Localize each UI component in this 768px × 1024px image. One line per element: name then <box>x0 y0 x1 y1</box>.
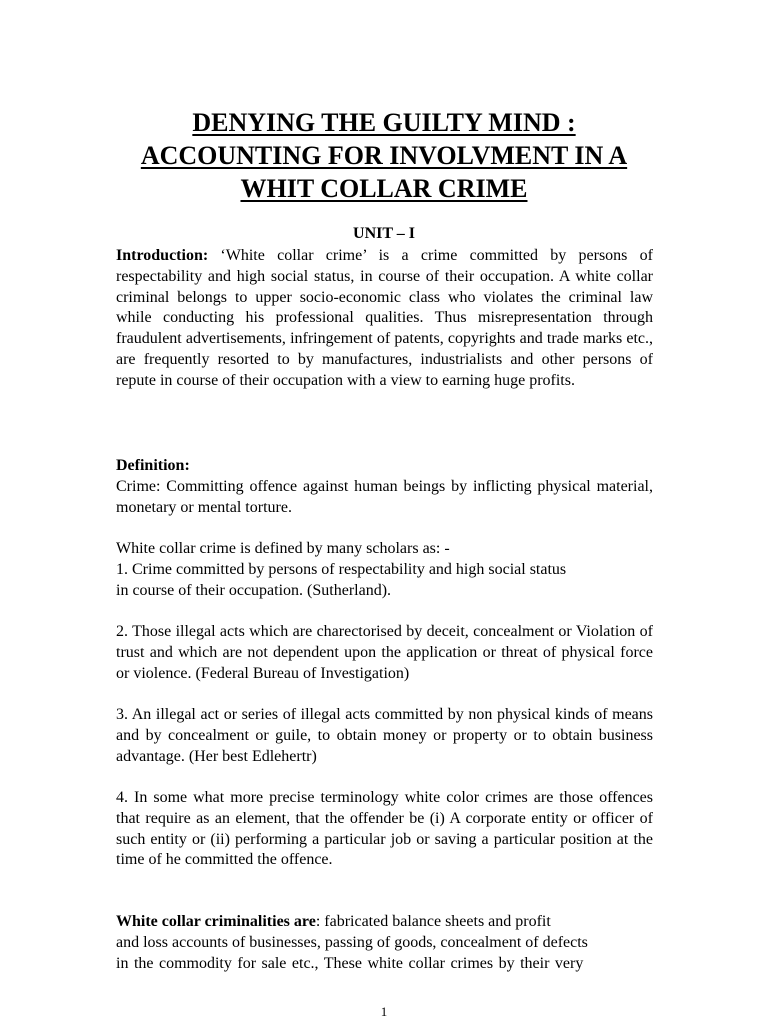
criminalities-paragraph <box>116 912 653 974</box>
definition-4: 4. In some what more precise terminology white color crimes are those offences that require as an element, that the offender be (i) A corporate entity or officer of such entity or (ii) performing a particular job or saving a particular position at the time of he committed the offence. <box>116 789 653 869</box>
definition-3: 3. An illegal act or series of illegal acts committed by non physical kinds of means and by concealment or guile, to obtain money or property or to obtain business advantage. (Her best Edlehertr) <box>116 706 653 765</box>
title-line-1: DENYING THE GUILTY MIND : <box>192 108 576 137</box>
introduction-paragraph <box>116 246 653 392</box>
title-line-3: WHIT COLLAR CRIME <box>240 174 528 203</box>
definition-1-line-1: 1. Crime committed by persons of respectability and high social status <box>116 561 567 578</box>
definition-1 <box>116 560 653 602</box>
introduction-label: Introduction: <box>116 247 209 264</box>
unit-heading: UNIT – I <box>353 225 415 242</box>
definition-1-line-2: in course of their occupation. (Sutherland). <box>116 581 392 599</box>
title-line-2: ACCOUNTING FOR INVOLVMENT IN A <box>140 141 628 170</box>
page-number: 1 <box>380 1004 388 1019</box>
introduction-text: ‘White collar crime’ is a crime committed by persons of respectability and high social status, in course of their occupation. A white collar criminal belongs to upper socio-economic class who violates the criminal law while conducting his professional qualities. Thus misrepresentation through fraudulent advertisements, infringement of patents, copyrights and trade marks etc., are frequently resorted to by manufactures, industrialists and other persons of repute in course of their occupation with a view to earning huge profits. <box>116 247 653 389</box>
definition-2: 2. Those illegal acts which are charectorised by deceit, concealment or Violation of trust and which are not dependent upon the application or threat of physical force or violence. (Federal Bureau of Investigation) <box>116 623 653 682</box>
criminalities-line-3: in the commodity for sale etc., These white collar crimes by their very <box>116 954 584 972</box>
scholars-intro: White collar crime is defined by many scholars as: - <box>116 540 450 557</box>
criminalities-line-2: and loss accounts of businesses, passing of goods, concealment of defects <box>116 933 588 951</box>
criminalities-line-1: : fabricated balance sheets and profit <box>315 913 551 930</box>
definition-label: Definition: <box>116 457 190 474</box>
criminalities-label: White collar criminalities are <box>116 913 316 930</box>
definition-heading <box>116 456 653 477</box>
document-title <box>0 106 768 205</box>
crime-definition-paragraph: Crime: Committing offence against human beings by inflicting physical material, monetary or mental torture. <box>116 478 653 516</box>
